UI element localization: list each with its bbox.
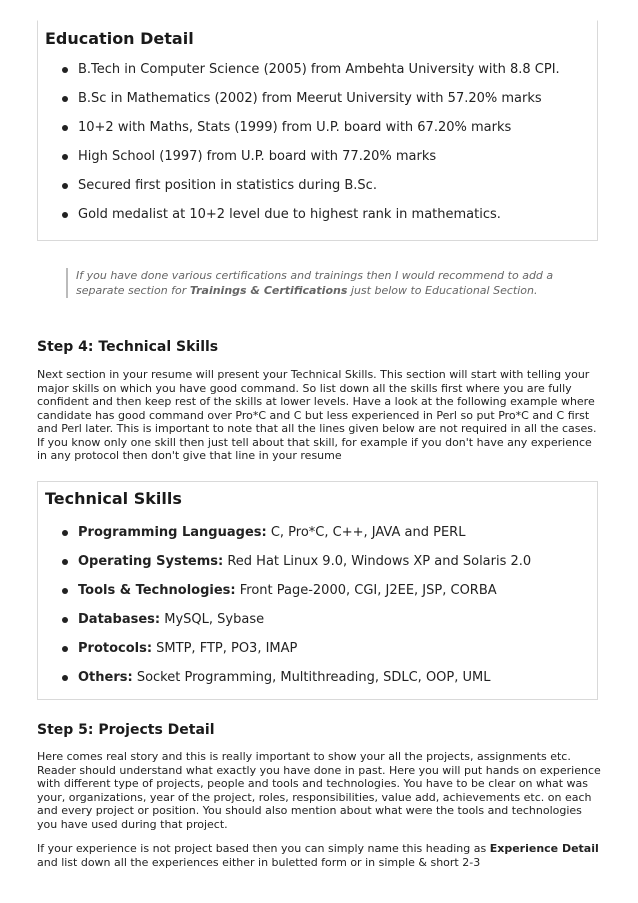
skill-item	[60, 576, 531, 605]
step5-paragraph-experience	[37, 842, 603, 869]
skill-label: Protocols:	[78, 641, 153, 656]
certification-tip-note	[66, 268, 566, 298]
education-detail-box	[37, 20, 598, 241]
skill-item	[60, 605, 531, 634]
para-text-before: If your experience is not project based then you can simply name this heading as	[37, 842, 490, 855]
skill-value: MySQL, Sybase	[160, 612, 265, 627]
skills-heading: Technical Skills	[45, 489, 182, 508]
skill-value: SMTP, FTP, PO3, IMAP	[152, 641, 298, 656]
education-list	[60, 55, 560, 229]
skill-value: C, Pro*C, C++, JAVA and PERL	[266, 525, 466, 540]
education-item: Gold medalist at 10+2 level due to highest rank in mathematics.	[60, 200, 560, 229]
skill-label: Databases:	[78, 612, 161, 627]
skills-list	[60, 518, 531, 692]
note-text-before: If you have done various certifications and trainings then I would recommend to add a separate section for	[76, 269, 554, 297]
education-item: B.Tech in Computer Science (2005) from Ambehta University with 8.8 CPI.	[60, 55, 560, 84]
education-heading: Education Detail	[45, 29, 194, 48]
education-item: Secured first position in statistics during B.Sc.	[60, 171, 560, 200]
skill-label: Programming Languages:	[78, 525, 267, 540]
skill-label: Others:	[78, 670, 133, 685]
education-item: 10+2 with Maths, Stats (1999) from U.P. board with 67.20% marks	[60, 113, 560, 142]
skill-value: Front Page-2000, CGI, J2EE, JSP, CORBA	[235, 583, 497, 598]
skill-label: Operating Systems:	[78, 554, 224, 569]
technical-skills-box	[37, 481, 598, 700]
skill-value: Socket Programming, Multithreading, SDLC, OOP, UML	[132, 670, 491, 685]
skill-item	[60, 518, 531, 547]
para-bold-text: Experience Detail	[489, 842, 599, 855]
skill-item	[60, 547, 531, 576]
para-text-after: and list down all the experiences either in buletted form or in simple & short 2-3	[37, 855, 481, 869]
step5-heading: Step 5: Projects Detail	[37, 722, 215, 738]
step5-paragraph: Here comes real story and this is really important to show your all the projects, assignments etc. Reader should understand what exactly you have done in past. Here you will put hands on experience with different type of projects, people and tools and technologies. You have to be clear on what was your, organizations, year of the project, roles, responsibilities, value add, achievements etc. on each and every project or position. You should also mention about what were the tools and technologies you have used during that project.	[37, 750, 601, 831]
step4-paragraph: Next section in your resume will present your Technical Skills. This section will start with telling your major skills on which you have good command. So list down all the skills first where you are fully confident and then keep rest of the skills at lower levels. Have a look at the following example where candidate has good command over Pro*C and C but less experienced in Perl so put Pro*C and C first and Perl later. This is important to note that all the lines given below are not required in all the cases. If you know only one skill then just tell about that skill, for example if you don't have any experience in any protocol then don't give that line in your resume	[37, 368, 597, 462]
note-text-after: just below to Educational Section.	[347, 284, 538, 297]
skill-value: Red Hat Linux 9.0, Windows XP and Solaris 2.0	[223, 554, 532, 569]
education-item: High School (1997) from U.P. board with 77.20% marks	[60, 142, 560, 171]
step4-heading: Step 4: Technical Skills	[37, 339, 219, 355]
skill-item	[60, 663, 531, 692]
note-bold-text: Trainings & Certifications	[189, 284, 348, 297]
skill-label: Tools & Technologies:	[78, 583, 236, 598]
education-item: B.Sc in Mathematics (2002) from Meerut University with 57.20% marks	[60, 84, 560, 113]
skill-item	[60, 634, 531, 663]
